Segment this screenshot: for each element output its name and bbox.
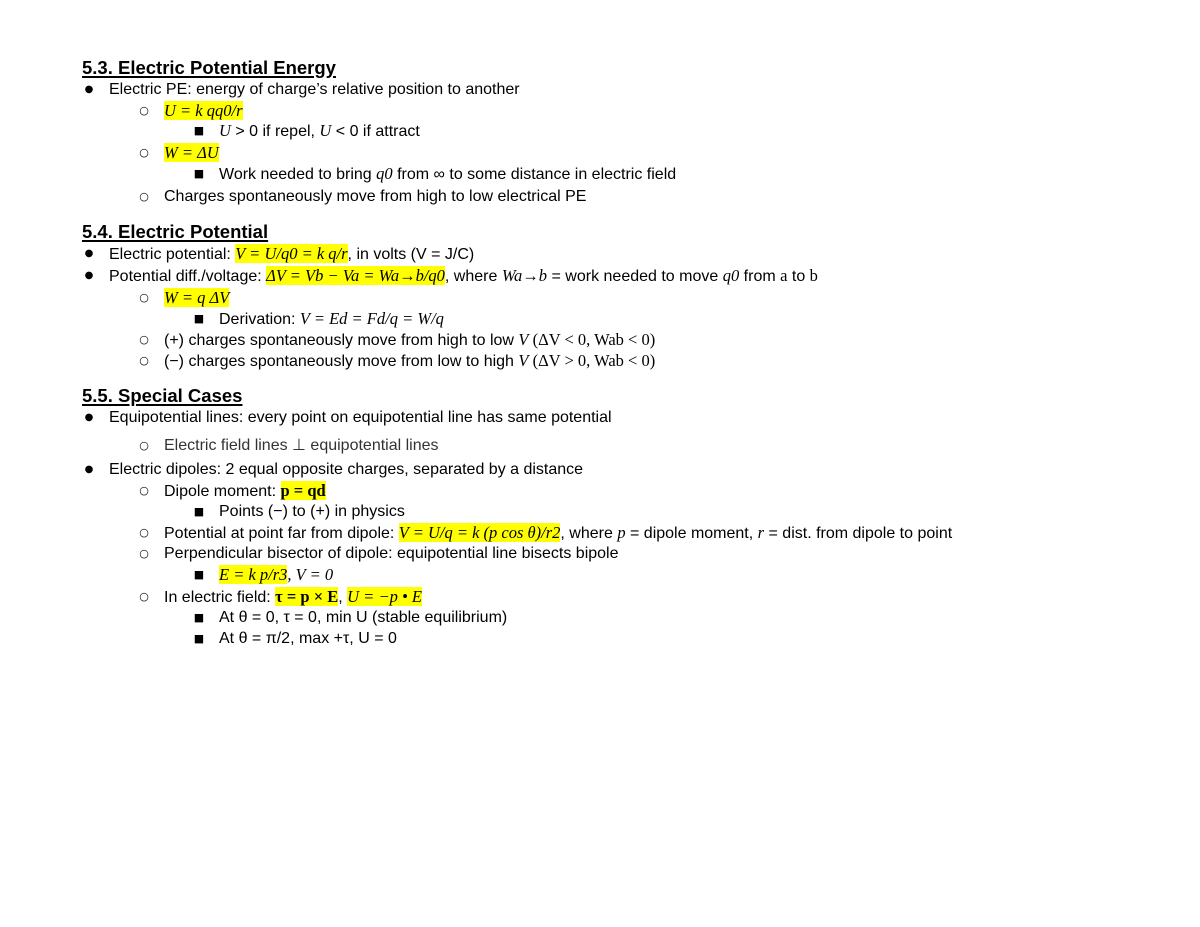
far-potential-p-desc: = dipole moment,: [625, 525, 758, 542]
potential-difference-desc: = work needed to move: [547, 268, 723, 285]
work-potential-formula: W = q ΔV: [164, 288, 230, 307]
symbol-b: b: [809, 266, 818, 285]
filled-circle-icon: ●: [84, 270, 94, 281]
negative-charges-condition: (ΔV > 0, Wab < 0): [528, 351, 656, 370]
hollow-circle-icon: ○: [139, 146, 149, 159]
bisector-potential-zero: , V = 0: [287, 565, 334, 584]
symbol-q0: q0: [722, 266, 740, 285]
potential-energy-formula: U = k qq0/r: [164, 101, 243, 120]
work-needed-text: Work needed to bring: [219, 166, 377, 183]
formula-line: [164, 288, 229, 309]
bisector-field-formula: E = k p/r3: [219, 565, 288, 584]
spontaneous-move-text: Charges spontaneously move from high to low electrical PE: [164, 188, 587, 205]
filled-square-icon: ■: [193, 312, 205, 325]
dipole-moment-label: Dipole moment:: [164, 483, 281, 500]
formula-line: [164, 143, 219, 164]
hollow-circle-icon: ○: [139, 333, 149, 346]
far-potential-r-desc: = dist. from dipole to point: [764, 525, 953, 542]
filled-circle-icon: ●: [84, 84, 94, 95]
potential-difference-label: Potential diff./voltage:: [109, 268, 267, 285]
electric-potential-formula: V = U/q0 = k q/r: [235, 244, 348, 263]
hollow-circle-icon: ○: [139, 354, 149, 367]
potential-difference-from: from: [739, 268, 781, 285]
filled-square-icon: ■: [193, 611, 205, 624]
section-title-5-4: 5.4. Electric Potential: [82, 221, 269, 242]
work-formula: W = ΔU: [164, 143, 219, 162]
hollow-circle-icon: ○: [139, 484, 149, 497]
symbol-u: U: [319, 121, 332, 140]
equipotential-lines-text: Equipotential lines: every point on equipotential line has same potential: [109, 409, 612, 426]
field-lines-perpendicular-text: Electric field lines ⊥ equipotential lines: [164, 437, 439, 454]
positive-charges-line: [164, 330, 655, 351]
negative-charges-line: [164, 351, 655, 372]
symbol-u: U: [219, 121, 231, 140]
filled-circle-icon: ●: [84, 412, 94, 423]
negative-charges-text: (−) charges spontaneously move from low to high: [164, 353, 519, 370]
dipole-energy-formula: U = −p • E: [347, 587, 422, 606]
far-potential-label: Potential at point far from dipole:: [164, 525, 399, 542]
torque-formula: τ = p × E: [275, 587, 339, 606]
section-title-5-3: 5.3. Electric Potential Energy: [82, 57, 336, 78]
section-title-5-5: 5.5. Special Cases: [82, 385, 243, 406]
symbol-v: V: [518, 351, 529, 370]
electric-potential-label: Electric potential:: [109, 246, 236, 263]
far-potential-formula: V = U/q = k (p cos θ)/r2: [398, 523, 561, 542]
far-potential-line: [164, 523, 952, 544]
hollow-circle-icon: ○: [139, 104, 149, 117]
potential-difference-where: , where: [444, 268, 502, 285]
filled-circle-icon: ●: [84, 464, 94, 475]
hollow-circle-icon: ○: [139, 190, 149, 203]
derivation-formula: V = Ed = Fd/q = W/q: [299, 309, 444, 328]
electric-potential-units: , in volts (V = J/C): [347, 246, 475, 263]
in-field-line: In electric field: τ = p × E, U = −p • E: [164, 587, 422, 606]
derivation-line: [219, 309, 444, 330]
electric-potential-line: [109, 244, 474, 265]
formula-line: [164, 101, 243, 122]
electric-dipoles-text: Electric dipoles: 2 equal opposite charges, separated by a distance: [109, 461, 584, 478]
stable-equilibrium-text: At θ = 0, τ = 0, min U (stable equilibrium): [219, 609, 508, 626]
bisector-field-line: [219, 565, 333, 586]
symbol-p: p: [617, 523, 626, 542]
symbol-v: V: [518, 330, 529, 349]
derivation-label: Derivation:: [219, 311, 300, 328]
hollow-circle-icon: ○: [139, 590, 149, 603]
dipole-moment-line: [164, 481, 326, 502]
sign-rule-line: [219, 121, 420, 142]
work-needed-tail: from ∞ to some distance in electric field: [392, 166, 677, 183]
filled-square-icon: ■: [193, 505, 205, 518]
in-field-label: In electric field:: [164, 589, 276, 606]
electric-pe-definition: Electric PE: energy of charge’s relative position to another: [109, 81, 520, 98]
hollow-circle-icon: ○: [139, 439, 149, 452]
filled-circle-icon: ●: [84, 248, 94, 259]
symbol-a: a: [780, 266, 788, 285]
filled-square-icon: ■: [193, 568, 205, 581]
hollow-circle-icon: ○: [139, 526, 149, 539]
symbol-r: r: [757, 523, 765, 542]
positive-charges-condition: (ΔV < 0, Wab < 0): [528, 330, 656, 349]
dipole-moment-formula: p = qd: [280, 481, 326, 500]
potential-difference-formula: ΔV = Vb − Va = Wa→b/q0: [266, 266, 445, 285]
points-direction-text: Points (−) to (+) in physics: [219, 503, 405, 520]
filled-square-icon: ■: [193, 167, 205, 180]
filled-square-icon: ■: [193, 124, 205, 137]
work-needed-line: [219, 164, 676, 185]
sign-rule-repel: > 0 if repel,: [230, 123, 320, 140]
max-torque-text: At θ = π/2, max +τ, U = 0: [219, 630, 397, 647]
bisector-text: Perpendicular bisector of dipole: equipotential line bisects bipole: [164, 545, 619, 562]
hollow-circle-icon: ○: [139, 291, 149, 304]
far-potential-where: , where: [560, 525, 618, 542]
symbol-wab: Wa→b: [501, 266, 548, 285]
potential-difference-line: [109, 266, 818, 287]
hollow-circle-icon: ○: [139, 547, 149, 560]
potential-difference-to: to: [787, 268, 810, 285]
filled-square-icon: ■: [193, 632, 205, 645]
symbol-q0: q0: [376, 164, 393, 183]
positive-charges-text: (+) charges spontaneously move from high to low: [164, 332, 519, 349]
sign-rule-attract: < 0 if attract: [331, 123, 420, 140]
